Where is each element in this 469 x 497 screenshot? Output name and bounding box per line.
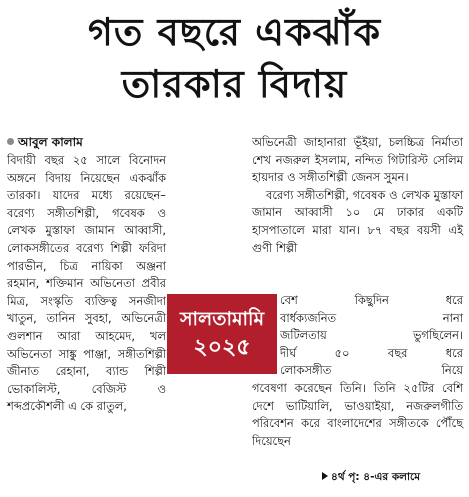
- byline: [7, 134, 83, 150]
- author-name: আবুল কালাম: [18, 135, 83, 149]
- right-column-top-text: অভিনেত্রী জাহানারা ভূঁইয়া, চলচ্চিত্র নির্মাতা শেখ নজরুল ইসলাম, নন্দিত গিটারিস্ট সেলিম হায়দার ও সঙ্গীতশিল্পী জেনস সুমন।: [252, 135, 463, 185]
- headline-line-1: গত বছরে একঝাঁক: [87, 10, 382, 54]
- short-line: লোকসঙ্গীত নিয়ে: [280, 363, 463, 378]
- short-line: দীর্ঘ ৫০ বছর ধরে: [280, 345, 463, 360]
- right-column-tail: [252, 380, 463, 450]
- continued-note: [322, 470, 420, 484]
- short-line: বার্ধক্যজনিত নানা: [280, 310, 463, 325]
- right-tail-text: গবেষণা করেছেন তিনি। তিনি ২৫টির বেশি দেশে ভাটিয়ালি, ভাওয়াইয়া, নজরুলগীতি পরিবেশন করে বাংলাদেশের সঙ্গীতকে পৌঁছে দিয়েছেন: [252, 381, 463, 448]
- right-short-lines: [280, 292, 463, 380]
- short-line: বেশ কিছুদিন ধরে: [280, 293, 463, 307]
- badge-year: ২০২৫: [193, 335, 251, 360]
- short-line: জটিলতায় ভুগছিলেন।: [280, 328, 463, 343]
- headline-line-2: তারকার বিদায়: [121, 62, 348, 106]
- arrow-right-icon: [322, 472, 328, 480]
- article-body-left: [7, 152, 244, 416]
- left-body-text: বিদায়ী বছর ২৫ সালে বিনোদন অঙ্গনে বিদায় নিয়েছেন একঝাঁক তারকা। যাদের মধ্যে রয়েছেন– বরেণ্য সঙ্গীতশিল্পী, গবেষক ও লেখক মুস্তাফা জামান আব্বাসী, লোকসঙ্গীতের বরেণ্য শিল্পী ফরিদা পারভীন, চিত্র নায়িকা অঞ্জনা রহমান, শক্তিমান অভিনেতা প্রবীর মিত্র, সংস্কৃতি ব্যক্তিত্ব সনজীদা খাতুন, তানিন সুবহা, অভিনেত্রী গুলশান আরা আহমেদ, খল অভিনেতা সাঙ্কু পাঞ্জা, সঙ্গীতশিল্পী জীনাত রেহানা, ব্যান্ড শিল্পী ভোকালিস্ট, বেজিস্ট ও শব্দপ্রকৌশলী এ কে রাতুল,: [7, 153, 166, 414]
- bullet-icon: [7, 138, 14, 145]
- year-review-badge: [167, 294, 277, 374]
- continued-text: ৪র্থ পৃ: ৪-এর কলামে: [331, 471, 421, 483]
- headline: [0, 6, 469, 110]
- badge-title: সালতামামি: [179, 308, 265, 330]
- article-right-column: [252, 134, 463, 257]
- right-column-para2: বরেণ্য সঙ্গীতশিল্পী, গবেষক ও লেখক মুস্তাফা জামান আব্বাসী ১০ মে ঢাকার একটি হাসপাতালে মারা যান। ৮৭ বছর বয়সী এই গুণী শিল্পী: [252, 187, 463, 255]
